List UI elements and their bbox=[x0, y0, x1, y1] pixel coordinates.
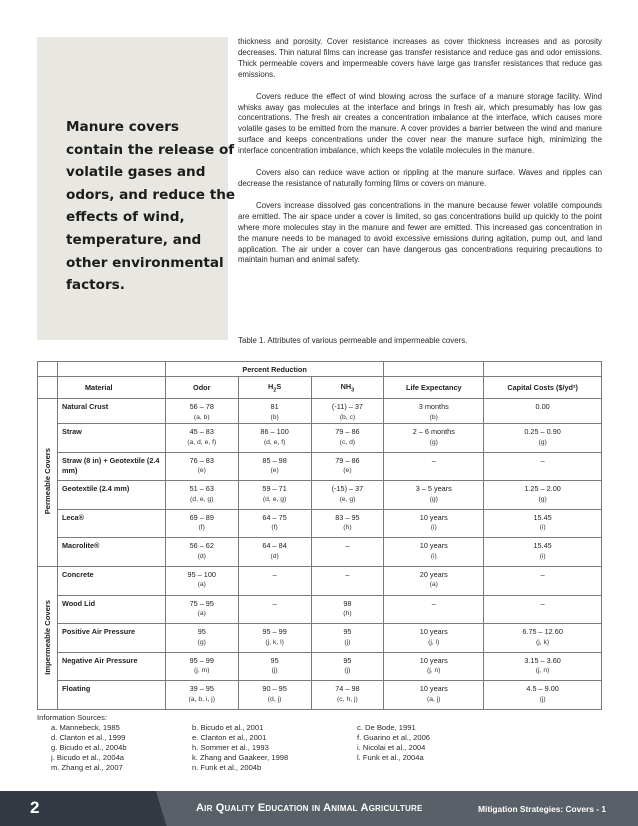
table-row bbox=[38, 509, 602, 538]
nh3-cell bbox=[311, 566, 384, 595]
publication-title: Air Quality Education in Animal Agriculture bbox=[196, 802, 423, 814]
life-cell bbox=[384, 595, 484, 624]
odor-value: 39 – 95 bbox=[189, 684, 214, 694]
life-value: 10 years bbox=[419, 684, 448, 694]
source-item: k. Zhang and Gaakeer, 1998 bbox=[192, 753, 289, 762]
source-item: h. Sommer et al., 1993 bbox=[192, 743, 269, 752]
h2s-reference: (e) bbox=[270, 467, 279, 475]
nh3-cell bbox=[311, 652, 384, 681]
odor-reference: (f) bbox=[198, 524, 205, 532]
h2s-value: 59 – 71 bbox=[262, 484, 287, 494]
nh3-reference: (b, c) bbox=[339, 413, 356, 421]
source-item: d. Clanton et al., 1999 bbox=[51, 733, 126, 742]
nh3-value: – bbox=[345, 569, 350, 579]
cost-reference: (g) bbox=[538, 495, 547, 503]
life-value: 10 years bbox=[419, 512, 448, 522]
nh3-header: $NH_3$ bbox=[311, 377, 384, 399]
nh3-value: 74 – 98 bbox=[335, 684, 360, 694]
odor-value: 95 bbox=[197, 627, 206, 637]
odor-reference: (a, d, e, f) bbox=[187, 438, 217, 446]
h2s-cell bbox=[238, 481, 311, 510]
h2s-reference: (j, k, l) bbox=[265, 638, 284, 646]
h2s-cell bbox=[238, 424, 311, 453]
life-cell bbox=[384, 399, 484, 424]
cost-value: 0.00 bbox=[535, 402, 550, 411]
material-cell: Wood Lid bbox=[57, 595, 165, 624]
odor-cell bbox=[165, 595, 238, 624]
table-row bbox=[38, 624, 602, 653]
h2s-value: 85 – 98 bbox=[262, 455, 287, 465]
nh3-value: 79 – 86 bbox=[335, 427, 360, 436]
material-cell: Straw (8 in) + Geotextile (2.4 mm) bbox=[57, 452, 165, 481]
h2s-header: $H_2S$ bbox=[238, 377, 311, 399]
source-item: e. Clanton et al., 2001 bbox=[192, 733, 267, 742]
life-value: 2 – 6 months bbox=[412, 427, 455, 436]
table-row bbox=[38, 538, 602, 567]
life-value: – bbox=[431, 455, 436, 465]
nh3-reference: (j) bbox=[344, 638, 351, 646]
h2s-reference: (d, j) bbox=[267, 695, 282, 703]
h2s-cell bbox=[238, 509, 311, 538]
table-row bbox=[38, 595, 602, 624]
nh3-reference: (e, g) bbox=[339, 495, 356, 503]
cost-value: – bbox=[540, 598, 545, 608]
cost-cell bbox=[484, 652, 602, 681]
odor-value: 95 – 99 bbox=[189, 655, 214, 665]
odor-reference: (j, m) bbox=[194, 667, 210, 675]
source-item: n. Funk et al., 2004b bbox=[192, 763, 262, 772]
nh3-cell bbox=[311, 624, 384, 653]
paragraph-3: Covers also can reduce wave action or rippling at the manure surface. Waves and ripples can decrease the resistance of naturally forming films or covers on manure. bbox=[238, 168, 602, 188]
material-cell: Macrolite® bbox=[57, 538, 165, 567]
sources-column-1 bbox=[37, 723, 192, 773]
table-row bbox=[38, 652, 602, 681]
life-cell bbox=[384, 538, 484, 567]
nh3-cell bbox=[311, 538, 384, 567]
cost-reference: (j, n) bbox=[535, 667, 550, 675]
nh3-cell bbox=[311, 481, 384, 510]
odor-reference: (d) bbox=[197, 552, 206, 560]
paragraph-4: Covers increase dissolved gas concentrations in the manure because fewer volatile compounds are emitted. The air space under a cover is limited, so gas concentrations build up quickly to the point where more molecules stay in the manure and fewer are emitted. This increased gas concentration in the manure needs to be managed to avoid excessive emissions during agitation, pump out, and land application. The air under a cover can have dangerous gas concentrations requiring precautions to maintain human and animal safety. bbox=[238, 200, 602, 265]
table-row bbox=[38, 566, 602, 595]
nh3-value: 79 – 86 bbox=[335, 455, 360, 465]
sources-column-2 bbox=[192, 723, 357, 773]
odor-value: 45 – 83 bbox=[189, 427, 214, 436]
h2s-cell bbox=[238, 681, 311, 710]
cost-reference: (j, k) bbox=[535, 638, 550, 646]
material-cell: Leca® bbox=[57, 509, 165, 538]
life-value: 3 – 5 years bbox=[415, 484, 452, 494]
cost-value: 1.25 – 2.00 bbox=[524, 484, 561, 494]
odor-reference: (e) bbox=[197, 467, 206, 475]
permeable-group-label: Permeable Covers bbox=[38, 399, 58, 567]
odor-value: 56 – 78 bbox=[189, 402, 214, 411]
cost-cell bbox=[484, 481, 602, 510]
nh3-value: 95 bbox=[343, 627, 352, 637]
page-number: 2 bbox=[30, 798, 40, 817]
source-item: a. Mannebeck, 1985 bbox=[51, 723, 120, 732]
h2s-cell bbox=[238, 652, 311, 681]
odor-cell bbox=[165, 424, 238, 453]
h2s-value: 64 – 84 bbox=[262, 541, 287, 551]
table-row bbox=[38, 481, 602, 510]
h2s-reference: (f) bbox=[271, 524, 278, 532]
h2s-cell bbox=[238, 566, 311, 595]
nh3-reference: (h) bbox=[343, 524, 352, 532]
material-cell: Positive Air Pressure bbox=[57, 624, 165, 653]
source-item: g. Bicudo et al., 2004b bbox=[51, 743, 127, 752]
odor-value: 95 – 100 bbox=[187, 569, 216, 579]
cost-cell bbox=[484, 538, 602, 567]
sources-title: Information Sources: bbox=[37, 713, 108, 722]
material-header: Material bbox=[57, 377, 165, 399]
life-reference: (b) bbox=[429, 413, 438, 421]
table-row bbox=[38, 399, 602, 424]
percent-reduction-header: Percent Reduction bbox=[165, 362, 384, 377]
life-reference: (i) bbox=[430, 524, 437, 532]
cost-reference: (j) bbox=[539, 695, 546, 703]
life-cell bbox=[384, 452, 484, 481]
cost-value: 6.75 – 12.60 bbox=[522, 627, 563, 637]
nh3-value: 83 – 95 bbox=[335, 512, 360, 522]
odor-value: 56 – 62 bbox=[189, 541, 214, 551]
cost-cell bbox=[484, 624, 602, 653]
nh3-value: (-15) – 37 bbox=[331, 484, 364, 494]
h2s-reference: (b) bbox=[270, 413, 279, 421]
odor-cell bbox=[165, 538, 238, 567]
material-cell: Geotextile (2.4 mm) bbox=[57, 481, 165, 510]
impermeable-group-label: Impermeable Covers bbox=[38, 566, 58, 709]
life-reference: (g) bbox=[429, 438, 438, 446]
nh3-value: (-11) – 37 bbox=[331, 402, 363, 411]
material-cell: Negative Air Pressure bbox=[57, 652, 165, 681]
cost-cell bbox=[484, 424, 602, 453]
nh3-value: – bbox=[345, 541, 350, 551]
odor-value: 69 – 89 bbox=[189, 512, 214, 522]
nh3-reference: (c, h, j) bbox=[337, 695, 358, 703]
nh3-reference: (h) bbox=[343, 610, 352, 618]
h2s-cell bbox=[238, 624, 311, 653]
odor-reference: (d, e, g) bbox=[190, 495, 214, 503]
odor-cell bbox=[165, 681, 238, 710]
h2s-reference: (j) bbox=[271, 667, 278, 675]
pull-quote-text: Manure covers contain the release of volatile gases and odors, and reduce the effects of wind, temperature, and other environmental factors. bbox=[66, 119, 236, 294]
cost-cell bbox=[484, 452, 602, 481]
odor-cell bbox=[165, 481, 238, 510]
life-value: 3 months bbox=[418, 402, 449, 411]
cost-cell bbox=[484, 509, 602, 538]
life-reference: (j, n) bbox=[426, 667, 441, 675]
h2s-reference: (d, e, f) bbox=[263, 438, 286, 446]
nh3-value: 95 bbox=[343, 655, 352, 665]
material-cell: Concrete bbox=[57, 566, 165, 595]
life-cell bbox=[384, 481, 484, 510]
cost-value: – bbox=[540, 455, 545, 465]
nh3-reference: (j) bbox=[344, 667, 351, 675]
life-reference: (a, j) bbox=[426, 695, 441, 703]
odor-reference: (a) bbox=[197, 581, 206, 589]
sources-column-3 bbox=[357, 723, 557, 773]
table-caption: Table 1. Attributes of various permeable and impermeable covers. bbox=[238, 336, 468, 345]
cost-cell bbox=[484, 681, 602, 710]
cost-reference: (i) bbox=[539, 552, 546, 560]
table-row bbox=[38, 424, 602, 453]
table-row bbox=[38, 681, 602, 710]
pull-quote-box bbox=[37, 37, 236, 340]
cost-value: 15.45 bbox=[533, 541, 552, 551]
life-value: 10 years bbox=[419, 541, 448, 551]
life-value: 20 years bbox=[419, 569, 448, 579]
h2s-value: 95 bbox=[270, 655, 279, 665]
cost-cell bbox=[484, 566, 602, 595]
section-title: Mitigation Strategies: Covers - 1 bbox=[478, 804, 606, 814]
information-sources bbox=[37, 713, 602, 773]
cost-reference: (i) bbox=[539, 524, 546, 532]
life-cell bbox=[384, 624, 484, 653]
nh3-cell bbox=[311, 424, 384, 453]
odor-value: 75 – 95 bbox=[189, 598, 214, 608]
life-value: – bbox=[431, 598, 436, 608]
h2s-value: 95 – 99 bbox=[262, 627, 287, 637]
nh3-cell bbox=[311, 681, 384, 710]
h2s-reference: (d, e, g) bbox=[262, 495, 287, 503]
nh3-cell bbox=[311, 399, 384, 424]
cost-value: 15.45 bbox=[533, 512, 552, 522]
odor-cell bbox=[165, 452, 238, 481]
attributes-table bbox=[37, 361, 602, 710]
cost-value: 3.15 – 3.60 bbox=[524, 655, 561, 665]
h2s-value: 64 – 75 bbox=[262, 512, 287, 522]
odor-cell bbox=[165, 624, 238, 653]
source-item: b. Bicudo et al., 2001 bbox=[192, 723, 264, 732]
life-reference: (i) bbox=[430, 552, 437, 560]
h2s-value: 86 – 100 bbox=[260, 427, 289, 436]
life-value: 10 years bbox=[419, 627, 448, 637]
nh3-reference: (c, d) bbox=[339, 438, 356, 446]
h2s-cell bbox=[238, 452, 311, 481]
odor-cell bbox=[165, 509, 238, 538]
paragraph-1: thickness and porosity. Cover resistance increases as cover thickness increases and as porosity decreases. Thin natural films can increase gas transfer resistance and reduce gas and odor emissions. Thick permeable covers and impermeable covers have large gas transfer resistances that reduce gas emissions. bbox=[238, 37, 602, 79]
life-cell bbox=[384, 509, 484, 538]
h2s-value: 90 – 95 bbox=[262, 684, 287, 694]
paragraph-2: Covers reduce the effect of wind blowing across the surface of a manure storage facility. Wind whisks away gas molecules at the interface and brings in fresh air, which presumably has low gas concentrations. The fresh air creates a concentration imbalance at the interface, which causes more volatile gases to be emitted from the manure. A cover provides a barrier between the wind and manure surface and keeps concentrations under the cover near the manure surface high, minimizing the interface concentration imbalance, which keeps the volatile molecules in the manure. bbox=[238, 91, 602, 156]
odor-reference: (g) bbox=[197, 638, 206, 646]
capital-costs-header: Capital Costs ($/yd²) bbox=[484, 377, 602, 399]
cost-reference: (g) bbox=[538, 438, 547, 446]
life-expectancy-header: Life Expectancy bbox=[384, 377, 484, 399]
h2s-value: – bbox=[272, 598, 277, 608]
material-cell: Natural Crust bbox=[57, 399, 165, 424]
life-reference: (a) bbox=[429, 581, 438, 589]
material-cell: Straw bbox=[57, 424, 165, 453]
h2s-value: – bbox=[272, 569, 277, 579]
source-item: f. Guarino et al., 2006 bbox=[357, 733, 431, 742]
nh3-cell bbox=[311, 452, 384, 481]
life-cell bbox=[384, 424, 484, 453]
cost-cell bbox=[484, 595, 602, 624]
odor-reference: (a, b, i, j) bbox=[188, 695, 215, 703]
cost-value: 0.25 – 0.90 bbox=[524, 427, 561, 436]
odor-cell bbox=[165, 566, 238, 595]
odor-value: 51 – 63 bbox=[189, 484, 214, 494]
cost-value: – bbox=[540, 569, 545, 579]
source-item: i. Nicolai et al., 2004 bbox=[357, 743, 426, 752]
cost-value: 4.5 – 9.00 bbox=[526, 684, 559, 694]
odor-header: Odor bbox=[165, 377, 238, 399]
life-cell bbox=[384, 652, 484, 681]
odor-value: 76 – 83 bbox=[189, 455, 214, 465]
page-footer bbox=[0, 791, 638, 826]
h2s-cell bbox=[238, 399, 311, 424]
source-item: l. Funk et al., 2004a bbox=[357, 753, 424, 762]
source-item: j. Bicudo et al., 2004a bbox=[51, 753, 125, 762]
odor-cell bbox=[165, 399, 238, 424]
nh3-cell bbox=[311, 509, 384, 538]
cost-cell bbox=[484, 399, 602, 424]
material-cell: Floating bbox=[57, 681, 165, 710]
h2s-reference: (d) bbox=[270, 552, 279, 560]
body-text bbox=[238, 37, 602, 277]
h2s-cell bbox=[238, 595, 311, 624]
source-item: m. Zhang et al., 2007 bbox=[51, 763, 123, 772]
odor-reference: (a) bbox=[197, 610, 206, 618]
nh3-cell bbox=[311, 595, 384, 624]
life-value: 10 years bbox=[419, 655, 448, 665]
odor-reference: (a, b) bbox=[193, 413, 210, 421]
life-cell bbox=[384, 681, 484, 710]
nh3-value: 98 bbox=[343, 598, 352, 608]
nh3-reference: (e) bbox=[343, 467, 352, 475]
life-reference: (g) bbox=[429, 495, 438, 503]
source-item: c. De Bode, 1991 bbox=[357, 723, 416, 732]
life-reference: (j, l) bbox=[428, 638, 440, 646]
table-row bbox=[38, 452, 602, 481]
h2s-cell bbox=[238, 538, 311, 567]
life-cell bbox=[384, 566, 484, 595]
h2s-value: 81 bbox=[270, 402, 279, 411]
odor-cell bbox=[165, 652, 238, 681]
